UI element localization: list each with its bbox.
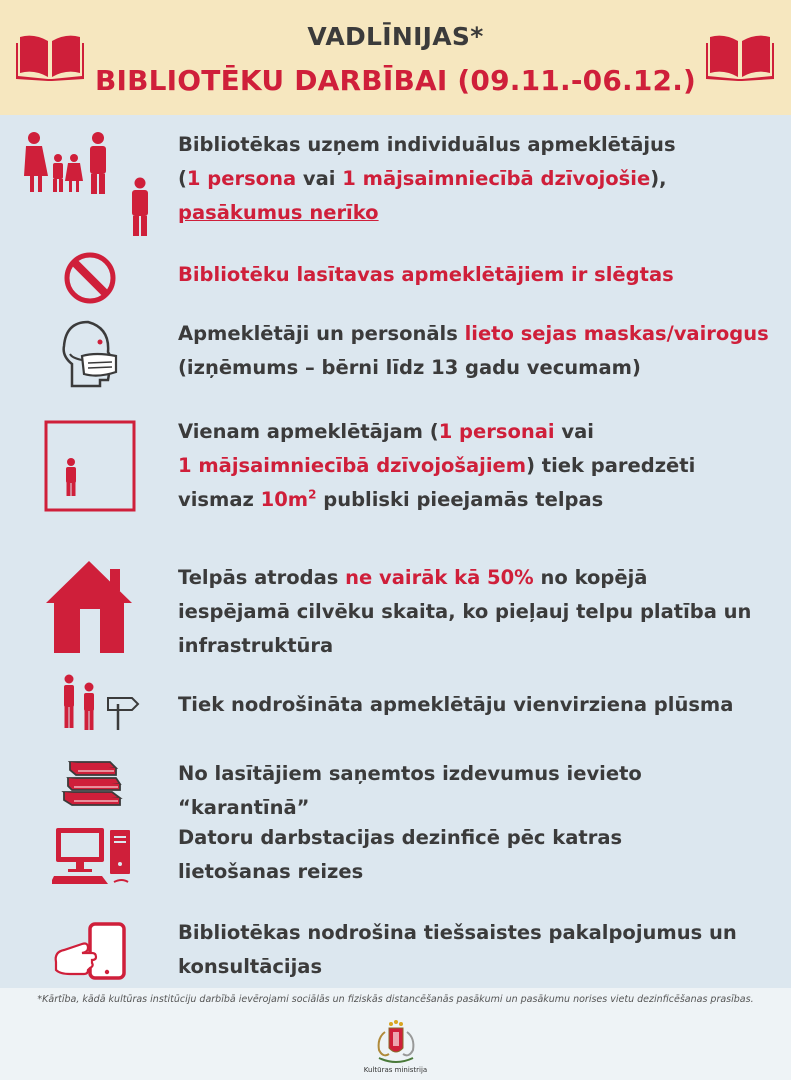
guideline-text-part: lietošanas reizes: [178, 860, 364, 883]
ministry-name: Kultūras ministrija: [363, 1066, 428, 1074]
footnote: *Kārtība, kādā kultūras institūciju darbībā ievērojami sociālās un fiziskās distancēšanās pasākumi un pasākumu norises vietu dezinficēšanas prasības.: [37, 994, 754, 1005]
guideline-text-part: 1 personai: [438, 420, 555, 443]
guideline-text-part: ) tiek paredzēti: [526, 454, 696, 477]
guideline-text-part: lieto sejas maskas/vairogus: [464, 322, 769, 345]
family-icon: [22, 132, 154, 236]
guideline-one-way-flow: [178, 688, 778, 722]
no-entry-icon: [63, 251, 117, 305]
smartphone-icon: [52, 922, 128, 982]
header-title: VADLĪNIJAS*: [307, 22, 484, 51]
guideline-text-part: pasākumus nerīko: [178, 201, 379, 224]
guideline-text-part: Telpās atrodas: [178, 566, 346, 589]
guideline-text-part: ),: [650, 167, 667, 190]
guideline-quarantine: [178, 757, 778, 825]
guideline-text-part: Bibliotēku lasītavas apmeklētājiem ir slēgtas: [178, 263, 674, 286]
guideline-text-part: iespējamā cilvēku skaita, ko pieļauj telpu platība un: [178, 600, 752, 623]
guideline-text-part: Bibliotēkas nodrošina tiešsaistes pakalpojumus un: [178, 921, 737, 944]
guideline-text-part: 1 persona: [186, 167, 297, 190]
guideline-text-part: 10m: [260, 488, 309, 511]
guideline-text-part: (izņēmums – bērni līdz 13 gadu vecumam): [178, 356, 641, 379]
guideline-reading-rooms: [178, 258, 778, 292]
guideline-text-part: vismaz: [178, 488, 261, 511]
guideline-text-part: konsultācijas: [178, 955, 323, 978]
guideline-visitors: [178, 128, 778, 230]
coat-of-arms-icon: [371, 1018, 421, 1066]
house-icon: [44, 559, 134, 655]
guideline-text-part: infrastruktūra: [178, 634, 334, 657]
guideline-text-part: Datoru darbstacijas dezinficē pēc katras: [178, 826, 623, 849]
guideline-text-part: Tiek nodrošināta apmeklētāju vienvirziena plūsma: [178, 693, 734, 716]
guideline-text-part: no kopējā: [533, 566, 648, 589]
guideline-text-part: (: [178, 167, 187, 190]
guideline-online-services: [178, 916, 778, 984]
guideline-space-per-visitor: [178, 415, 778, 517]
header-subtitle: BIBLIOTĒKU DARBĪBAI (09.11.-06.12.): [94, 64, 697, 97]
guideline-text-part: Vienam apmeklētājam (: [178, 420, 439, 443]
guideline-text-part: 1 mājsaimniecībā dzīvojošie: [342, 167, 651, 190]
guideline-text-part: 2: [308, 487, 317, 502]
guideline-text-part: ne vairāk kā 50%: [345, 566, 534, 589]
guideline-text-part: 1 mājsaimniecībā dzīvojošajiem: [178, 454, 527, 477]
header-banner: [0, 0, 791, 115]
face-mask-icon: [58, 318, 122, 390]
guideline-disinfection: [178, 821, 778, 889]
guideline-text-part: publiski pieejamās telpas: [316, 488, 604, 511]
guideline-text-part: Apmeklētāji un personāls: [178, 322, 465, 345]
person-in-square-icon: [44, 420, 136, 512]
guideline-text-part: No lasītājiem saņemtos izdevumus ievieto “karantīnā”: [178, 762, 642, 819]
guideline-capacity: [178, 561, 778, 663]
books-stack-icon: [60, 750, 124, 806]
guideline-text-part: Bibliotēkas uzņem individuālus apmeklētājus: [178, 133, 676, 156]
one-way-flow-icon: [60, 674, 140, 732]
guideline-text-part: vai: [554, 420, 594, 443]
guideline-text-part: vai: [296, 167, 343, 190]
computer-icon: [52, 826, 134, 888]
guideline-masks: [178, 317, 778, 385]
